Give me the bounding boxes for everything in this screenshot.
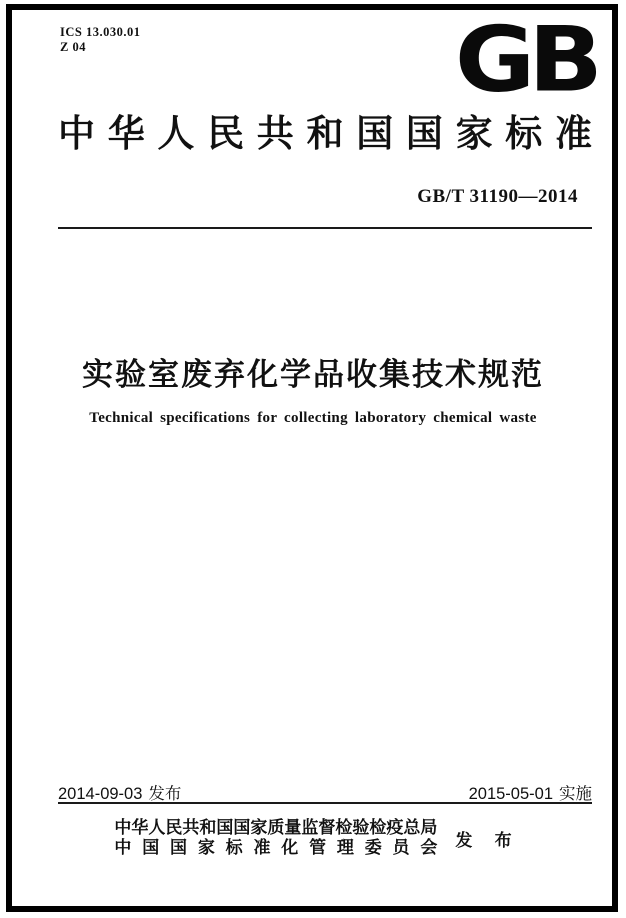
publisher-primary: 中华人民共和国国家质量监督检验检疫总局 (114, 818, 438, 837)
document-title-chinese: 实验室废弃化学品收集技术规范 (82, 357, 544, 392)
issue-date-group (58, 780, 181, 804)
ics-code: ICS 13.030.01 (60, 25, 141, 39)
implementation-date: 2015-05-01 (468, 785, 553, 803)
implementation-label: 实施 (559, 785, 592, 803)
implementation-date-group (469, 780, 592, 804)
publish-label: 发 布 (455, 830, 521, 850)
national-standard-heading: 中华人民共和国国家标准 (58, 114, 601, 155)
ics-classification-block (60, 25, 140, 55)
publisher-names (114, 818, 437, 858)
classification-code: Z 04 (60, 40, 86, 54)
gb-logo: GB (454, 7, 596, 113)
footer-divider (58, 802, 592, 804)
document-title-english: Technical specifications for collecting laboratory chemical waste (89, 410, 537, 426)
date-row (58, 780, 592, 804)
publisher-secondary: 中国国家标准化管理委员会 (114, 838, 438, 857)
header-divider (58, 227, 592, 229)
standard-number: GB/T 31190—2014 (417, 186, 578, 207)
publisher-block (0, 818, 626, 858)
issue-date: 2014-09-03 (58, 785, 143, 803)
issue-label: 发布 (148, 785, 182, 803)
